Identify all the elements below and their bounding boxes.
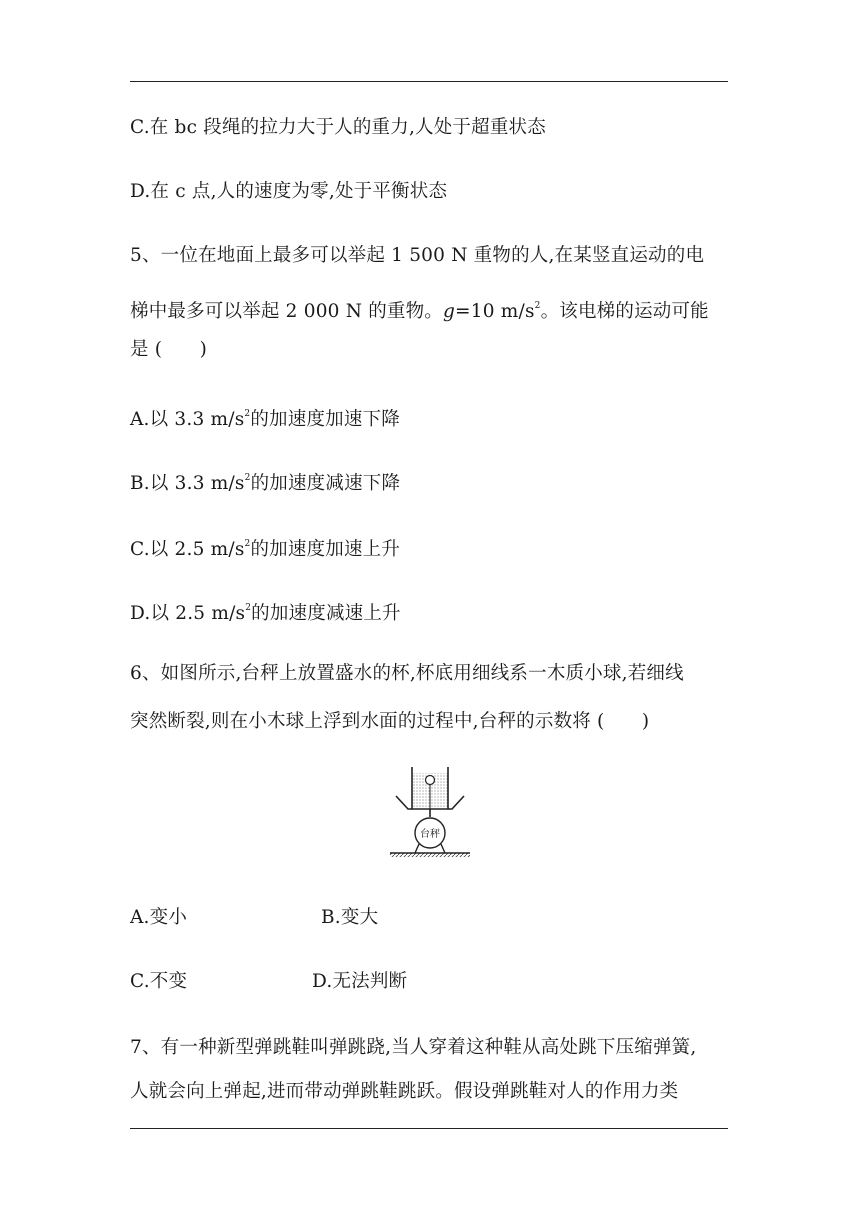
q6-line-1: 6、如图所示,台秤上放置盛水的杯,杯底用细线系一木质小球,若细线 <box>130 663 684 684</box>
q5-option-a <box>130 402 400 432</box>
header-rule <box>130 81 728 82</box>
option-prefix: B.以 3.3 m/s <box>130 473 245 494</box>
q7-line-1: 7、有一种新型弹跳鞋叫弹跳跷,当人穿着这种鞋从高处跳下压缩弹簧, <box>130 1037 697 1058</box>
q5-option-c <box>130 532 400 562</box>
wooden-ball <box>426 776 435 785</box>
option-text: 的加速度减速下降 <box>250 473 401 494</box>
q4-option-c: C.在 bc 段绳的拉力大于人的重力,人处于超重状态 <box>130 117 546 138</box>
option-prefix: C.以 2.5 m/s <box>130 539 245 560</box>
unit-exponent: 2 <box>244 539 251 549</box>
q5-line-2-tail: 。该电梯的运动可能 <box>540 301 709 322</box>
unit-exponent: 2 <box>244 473 251 483</box>
option-prefix: D.以 2.5 m/s <box>130 603 246 624</box>
option-prefix: A.以 3.3 m/s <box>130 409 245 430</box>
scale-label: 台秤 <box>420 829 440 840</box>
q5-option-b <box>130 466 400 496</box>
scale-diagram <box>386 763 476 867</box>
q5-line-2 <box>130 294 709 324</box>
option-text: 的加速度减速上升 <box>251 603 401 624</box>
scale-cup-figure <box>386 763 476 867</box>
unit-exponent: 2 <box>244 409 251 419</box>
q6-line-2: 突然断裂,则在小木球上浮到水面的过程中,台秤的示数将 ( ) <box>130 711 650 732</box>
unit-exponent: 2 <box>245 603 252 613</box>
q5-line-3: 是 ( ) <box>130 339 208 360</box>
q5-line-1: 5、一位在地面上最多可以举起 1 500 N 重物的人,在某竖直运动的电 <box>130 245 705 266</box>
q5-option-d <box>130 596 401 626</box>
q7-line-2: 人就会向上弹起,进而带动弹跳鞋跳跃。假设弹跳鞋对人的作用力类 <box>130 1081 679 1102</box>
q5-line-2-text: 梯中最多可以举起 2 000 N 的重物。 <box>130 301 443 322</box>
q6-option-a: A.变小 <box>130 907 188 928</box>
q6-option-d: D.无法判断 <box>312 971 408 992</box>
q6-option-c: C.不变 <box>130 971 188 992</box>
option-text: 的加速度加速下降 <box>250 409 400 430</box>
gravity-value: =10 m/s <box>455 301 535 322</box>
q6-option-b: B.变大 <box>321 907 379 928</box>
gravity-symbol: g <box>443 301 456 322</box>
option-text: 的加速度加速上升 <box>250 539 401 560</box>
footer-rule <box>130 1128 728 1129</box>
q4-option-d: D.在 c 点,人的速度为零,处于平衡状态 <box>130 181 448 202</box>
unit-exponent: 2 <box>534 301 541 311</box>
